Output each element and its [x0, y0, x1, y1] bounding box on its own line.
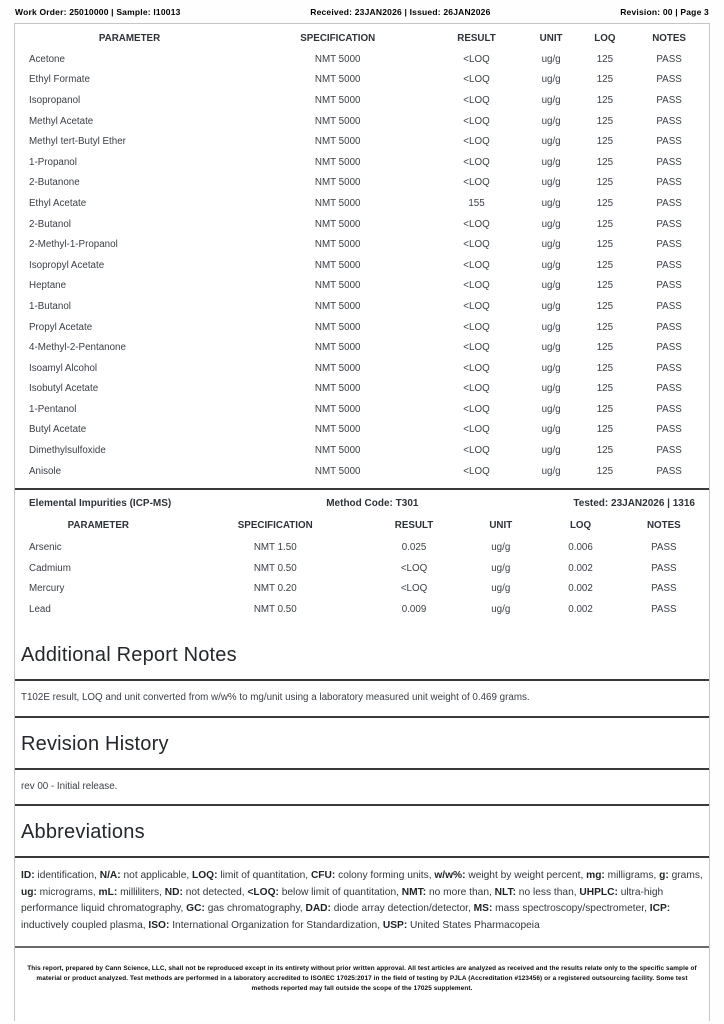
abbreviation-term: GC: [186, 903, 205, 915]
abbreviation-term: mL: [98, 886, 118, 898]
table-row [15, 579, 709, 600]
value-cell: ug/g [541, 53, 561, 65]
elemental-method-bar [15, 490, 709, 514]
abbreviation-term: <LOQ: [247, 886, 279, 898]
value-cell: 0.002 [568, 604, 593, 616]
value-cell: 125 [596, 136, 614, 148]
value-cell: <LOQ [463, 362, 490, 374]
abbreviation-term: g: [659, 870, 669, 882]
notes-section-body: T102E result, LOQ and unit converted from w/w% to mg/unit using a laboratory measured unit weight of 0.469 grams. [21, 691, 530, 703]
column-header: UNIT [489, 520, 513, 532]
column-header: SPECIFICATION [237, 520, 313, 532]
parameter-cell: 1-Propanol [29, 156, 77, 168]
notes-section-title: Additional Report Notes [21, 643, 237, 666]
parameter-cell: Dimethylsulfoxide [29, 445, 106, 457]
value-cell: <LOQ [463, 403, 490, 415]
value-cell: <LOQ [463, 115, 490, 127]
value-cell: ug/g [541, 342, 561, 354]
column-header: LOQ [594, 33, 616, 44]
value-cell: 0.002 [568, 562, 593, 574]
table-row [15, 296, 709, 317]
value-cell: PASS [656, 94, 682, 106]
value-cell: PASS [656, 342, 682, 354]
value-cell: PASS [656, 321, 682, 333]
value-cell: ug/g [541, 403, 561, 415]
abbreviation-term: CFU: [310, 870, 336, 882]
table-row [15, 214, 709, 235]
table-row [15, 152, 709, 173]
value-cell: 125 [596, 465, 614, 477]
abbreviation-term: MS: [473, 903, 493, 915]
value-cell: 125 [596, 300, 614, 312]
running-header [0, 0, 724, 21]
table-row [15, 49, 709, 70]
parameter-cell: Propyl Acetate [29, 321, 93, 333]
value-cell: 0.025 [401, 542, 427, 554]
legal-fine-print: This report, prepared by Cann Science, LLC, shall not be reproduced except in its entirety without prior written approval. All test articles are analyzed as received and the results relate only to the specific sample of material or product analyzed. Test methods are performed in a laboratory accredited to ISO/IEC 17025:2017 in the field of testing by PJLA (Accreditation #123456) or a registered outsourcing facility. Some test methods reported may fall outside the scope of the 17025 supplement. [27, 965, 697, 993]
value-cell: PASS [656, 424, 682, 436]
value-cell: ug/g [541, 115, 561, 127]
abbreviation-term: ISO: [148, 919, 170, 931]
value-cell: NMT 1.50 [253, 542, 297, 554]
value-cell: 0.009 [401, 604, 427, 616]
column-header: LOQ [569, 520, 592, 532]
value-cell: 125 [596, 218, 614, 230]
value-cell: NMT 0.20 [253, 583, 297, 595]
table-row [15, 537, 709, 558]
value-cell: PASS [656, 136, 682, 148]
column-header: SPECIFICATION [300, 33, 376, 44]
parameter-cell: Acetone [29, 53, 65, 65]
table-row [15, 131, 709, 152]
value-cell: 125 [596, 156, 614, 168]
value-cell: NMT 5000 [314, 115, 361, 127]
value-cell: NMT 5000 [314, 74, 361, 86]
abbreviations-section-title: Abbreviations [21, 821, 145, 844]
column-header: UNIT [539, 33, 563, 44]
value-cell: <LOQ [463, 280, 490, 292]
report-content-frame [14, 23, 710, 1021]
value-cell: NMT 5000 [314, 239, 361, 251]
parameter-cell: 4-Methyl-2-Pentanone [29, 342, 126, 354]
footer-divider [15, 946, 709, 948]
abbreviation-term: UHPLC: [579, 886, 618, 898]
table-row [15, 440, 709, 461]
value-cell: PASS [656, 53, 682, 65]
parameter-cell: Isopropanol [29, 94, 81, 106]
abbreviation-term: DAD: [305, 903, 331, 915]
revision-page-label: Revision: 00 | Page 3 [620, 7, 709, 17]
value-cell: ug/g [541, 197, 561, 209]
method-code-label: Method Code: T301 [326, 498, 419, 510]
value-cell: <LOQ [463, 177, 490, 189]
value-cell: 0.006 [568, 542, 593, 554]
value-cell: PASS [656, 239, 682, 251]
parameter-cell: Butyl Acetate [29, 424, 87, 436]
value-cell: ug/g [541, 362, 561, 374]
value-cell: <LOQ [463, 300, 490, 312]
value-cell: PASS [651, 583, 677, 595]
value-cell: ug/g [541, 465, 561, 477]
value-cell: ug/g [541, 424, 561, 436]
value-cell: PASS [656, 280, 682, 292]
table-row [15, 599, 709, 620]
table-row [15, 317, 709, 338]
abbreviation-term: w/w%: [434, 870, 466, 882]
value-cell: 125 [596, 280, 614, 292]
value-cell: <LOQ [463, 259, 490, 271]
value-cell: ug/g [541, 280, 561, 292]
value-cell: PASS [656, 403, 682, 415]
value-cell: NMT 5000 [314, 197, 361, 209]
column-header: RESULT [394, 520, 434, 532]
value-cell: PASS [651, 604, 677, 616]
value-cell: NMT 5000 [314, 445, 361, 457]
table-row [15, 461, 709, 482]
value-cell: PASS [656, 197, 682, 209]
value-cell: <LOQ [463, 74, 490, 86]
value-cell: 125 [596, 342, 614, 354]
value-cell: NMT 5000 [314, 136, 361, 148]
solvents-table [15, 24, 709, 488]
value-cell: 125 [596, 177, 614, 189]
value-cell: ug/g [491, 562, 511, 574]
value-cell: <LOQ [463, 53, 490, 65]
abbreviation-term: NMT: [401, 886, 427, 898]
value-cell: PASS [656, 465, 682, 477]
value-cell: PASS [656, 115, 682, 127]
value-cell: ug/g [541, 136, 561, 148]
parameter-cell: Heptane [29, 280, 67, 292]
solvents-table-header [15, 25, 709, 49]
value-cell: 125 [596, 259, 614, 271]
value-cell: ug/g [541, 259, 561, 271]
value-cell: <LOQ [400, 583, 428, 595]
value-cell: <LOQ [463, 445, 490, 457]
elemental-table-header [15, 514, 709, 537]
abbreviation-term: NLT: [494, 886, 516, 898]
value-cell: PASS [651, 562, 677, 574]
value-cell: PASS [656, 383, 682, 395]
parameter-cell: 1-Butanol [29, 300, 71, 312]
work-order-sample-label: Work Order: 25010000 | Sample: I10013 [15, 7, 181, 17]
table-row [15, 337, 709, 358]
abbreviation-term: mg: [586, 870, 605, 882]
revision-section-title: Revision History [21, 732, 169, 755]
table-row [15, 379, 709, 400]
value-cell: NMT 5000 [314, 362, 361, 374]
table-row [15, 399, 709, 420]
table-row [15, 90, 709, 111]
abbreviation-term: ID: [21, 870, 35, 882]
value-cell: <LOQ [463, 136, 490, 148]
abbreviation-term: ug: [21, 886, 37, 898]
parameter-cell: Ethyl Formate [29, 74, 90, 86]
parameter-cell: Isoamyl Alcohol [29, 362, 98, 374]
parameter-cell: Ethyl Acetate [29, 197, 87, 209]
value-cell: <LOQ [400, 562, 428, 574]
value-cell: ug/g [541, 239, 561, 251]
value-cell: ug/g [541, 383, 561, 395]
value-cell: ug/g [541, 321, 561, 333]
abbreviation-term: ND: [164, 886, 183, 898]
value-cell: ug/g [541, 94, 561, 106]
value-cell: NMT 5000 [314, 156, 361, 168]
value-cell: 125 [596, 53, 614, 65]
column-header: NOTES [646, 520, 681, 532]
value-cell: NMT 0.50 [253, 604, 297, 616]
parameter-cell: 1-Pentanol [29, 403, 77, 415]
value-cell: ug/g [541, 156, 561, 168]
column-header: PARAMETER [67, 520, 129, 532]
value-cell: NMT 0.50 [253, 562, 297, 574]
parameter-cell: Mercury [29, 583, 65, 595]
value-cell: PASS [651, 542, 677, 554]
column-header: PARAMETER [98, 33, 161, 44]
value-cell: <LOQ [463, 156, 490, 168]
value-cell: <LOQ [463, 342, 490, 354]
table-row [15, 255, 709, 276]
value-cell: 155 [468, 197, 485, 209]
value-cell: <LOQ [463, 218, 490, 230]
value-cell: PASS [656, 177, 682, 189]
value-cell: NMT 5000 [314, 259, 361, 271]
table-row [15, 558, 709, 579]
table-row [15, 234, 709, 255]
value-cell: <LOQ [463, 424, 490, 436]
value-cell: 125 [596, 321, 614, 333]
abbreviations-body: ID: identification, N/A: not applicable, LOQ: limit of quantitation, CFU: colony forming units, w/w%: weight by weight percent, mg: milligrams, g: grams, ug: micrograms, mL: milliliters, ND: not detected, <LOQ: below limit of quantitation, NMT: no more than, NLT: no less than, UHPLC: ultra-high performance liquid chromatography, GC: gas chromatography, DAD: diode array detection/detector, MS: mass spectroscopy/spectrometer, ICP: inductively coupled plasma, ISO: International Organization for Standardization, USP: United States Pharmacopeia [21, 870, 703, 931]
value-cell: 125 [596, 239, 614, 251]
value-cell: NMT 5000 [314, 53, 361, 65]
value-cell: 125 [596, 115, 614, 127]
parameter-cell: Cadmium [29, 562, 71, 574]
value-cell: 125 [596, 424, 614, 436]
parameter-cell: Methyl tert-Butyl Ether [29, 136, 126, 148]
parameter-cell: Arsenic [29, 542, 62, 554]
column-header: NOTES [652, 33, 686, 44]
value-cell: NMT 5000 [314, 342, 361, 354]
value-cell: PASS [656, 300, 682, 312]
value-cell: ug/g [541, 218, 561, 230]
parameter-cell: 2-Methyl-1-Propanol [29, 239, 118, 251]
value-cell: <LOQ [463, 465, 490, 477]
value-cell: PASS [656, 259, 682, 271]
received-issued-label: Received: 23JAN2026 | Issued: 26JAN2026 [310, 7, 491, 17]
value-cell: 125 [596, 197, 614, 209]
table-row [15, 173, 709, 194]
parameter-cell: Isobutyl Acetate [29, 383, 99, 395]
value-cell: ug/g [541, 300, 561, 312]
value-cell: NMT 5000 [314, 218, 361, 230]
value-cell: 125 [596, 362, 614, 374]
abbreviation-term: LOQ: [192, 870, 218, 882]
parameter-cell: Isopropyl Acetate [29, 259, 105, 271]
abbreviation-term: N/A: [99, 870, 121, 882]
value-cell: 125 [596, 383, 614, 395]
abbreviation-term: USP: [382, 919, 408, 931]
value-cell: NMT 5000 [314, 300, 361, 312]
abbreviation-term: ICP: [649, 903, 671, 915]
value-cell: ug/g [541, 445, 561, 457]
value-cell: NMT 5000 [314, 383, 361, 395]
value-cell: NMT 5000 [314, 280, 361, 292]
table-row [15, 193, 709, 214]
value-cell: NMT 5000 [314, 94, 361, 106]
value-cell: PASS [656, 445, 682, 457]
value-cell: <LOQ [463, 239, 490, 251]
parameter-cell: 2-Butanol [29, 218, 71, 230]
value-cell: NMT 5000 [314, 177, 361, 189]
value-cell: NMT 5000 [314, 424, 361, 436]
value-cell: 0.002 [568, 583, 593, 595]
value-cell: 125 [596, 445, 614, 457]
parameter-cell: Methyl Acetate [29, 115, 94, 127]
table-row [15, 276, 709, 297]
value-cell: NMT 5000 [314, 403, 361, 415]
value-cell: ug/g [541, 177, 561, 189]
parameter-cell: Lead [29, 604, 51, 616]
value-cell: 125 [596, 94, 614, 106]
elemental-impurities-table [15, 490, 709, 628]
parameter-cell: Anisole [29, 465, 62, 477]
value-cell: <LOQ [463, 94, 490, 106]
value-cell: NMT 5000 [314, 321, 361, 333]
value-cell: <LOQ [463, 321, 490, 333]
value-cell: PASS [656, 74, 682, 86]
value-cell: PASS [656, 156, 682, 168]
value-cell: <LOQ [463, 383, 490, 395]
table-row [15, 420, 709, 441]
column-header: RESULT [457, 33, 496, 44]
value-cell: ug/g [491, 583, 511, 595]
value-cell: 125 [596, 74, 614, 86]
elemental-section-title: Elemental Impurities (ICP-MS) [29, 498, 172, 510]
revision-section-body: rev 00 - Initial release. [21, 780, 118, 792]
table-row [15, 70, 709, 91]
value-cell: PASS [656, 362, 682, 374]
value-cell: NMT 5000 [314, 465, 361, 477]
value-cell: ug/g [541, 74, 561, 86]
value-cell: ug/g [491, 542, 511, 554]
table-row [15, 111, 709, 132]
value-cell: 125 [596, 403, 614, 415]
elemental-table-body [15, 537, 709, 619]
value-cell: PASS [656, 218, 682, 230]
value-cell: ug/g [491, 604, 511, 616]
parameter-cell: 2-Butanone [29, 177, 80, 189]
solvents-table-body [15, 49, 709, 481]
table-row [15, 358, 709, 379]
tested-date-label: Tested: 23JAN2026 | 1316 [573, 498, 695, 510]
